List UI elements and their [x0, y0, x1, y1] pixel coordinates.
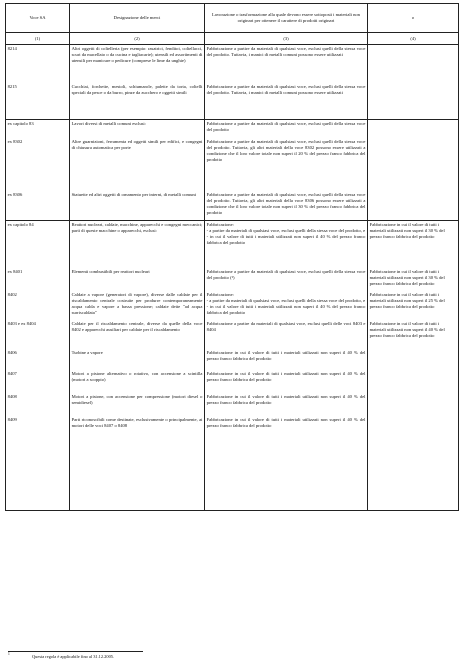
voce-8409: 8409: [7, 416, 17, 422]
lav-text: Fabbricazione a partire da materiali di qualsiasi voce, esclusi quelli della stessa voce del prodotto. Tuttavia, gli altri materiali della voce 8306 possono essere utilizzati a condizione che il loro valore totale non superi il 30 % del prezzo franco fabbrica del prodotto: [206, 191, 366, 215]
desc-text: Reattori nucleari, caldaie, macchine, apparecchi e congegni meccanici; parti di queste macchine o apparecchi, esclusi:: [71, 221, 203, 233]
header-designazione: Designazione delle merci: [70, 4, 205, 33]
footnote-mark: 1: [8, 652, 10, 656]
voce-8214: 8214: [7, 45, 17, 51]
desc-text: Lavori diversi di metalli comuni esclusi:: [71, 120, 146, 126]
lav-cell: [205, 120, 368, 221]
colnum-1: (1): [6, 33, 70, 45]
lav-text: Fabbricazione a partire da materiali di qualsiasi voce, esclusi quelli della stessa voce del prodotto. Tuttavia, i manici di metalli comuni possono essere utilizzati: [206, 45, 366, 57]
header-voce: Voce SA: [6, 4, 70, 33]
alt-cell: [368, 221, 459, 511]
desc-text: Parti riconoscibili come destinate, esclusivamente o principalmente, ai motori delle voci 8407 o 8408: [71, 416, 203, 428]
alt-text: Fabbricazione in cui il valore di tutti i materiali utilizzati non superi il 25 % del prezzo franco fabbrica del prodotto: [369, 291, 445, 309]
lav-text: Fabbricazione a partire da materiali di qualsiasi voce, esclusi quelli delle voci 8403 e 8404: [206, 320, 366, 332]
lav-text: Fabbricazione in cui il valore di tutti i materiali utilizzati non superi il 40 % del prezzo franco fabbrica del prodotto: [206, 370, 366, 382]
lav-text: Fabbricazione: - a partire da materiali di qualsiasi voce, esclusi quelli della stessa voce del prodotto, e - in cui il valore di tutti i materiali utilizzati non superi il 40 % del prezzo franco fabbrica del prodotto: [206, 221, 366, 245]
lav-text: Fabbricazione a partire da materiali di qualsiasi voce, esclusi quelli della stessa voce del prodotto (¹): [206, 268, 366, 280]
lav-cell: [205, 221, 368, 511]
desc-cell: [70, 221, 205, 511]
lav-text: Fabbricazione in cui il valore di tutti i materiali utilizzati non superi il 40 % del prezzo franco fabbrica del prodotto: [206, 349, 366, 361]
table-row: [6, 45, 459, 120]
voce-8403-ex-8404: 8403 e ex 8404: [7, 320, 36, 326]
alt-text: Fabbricazione in cui il valore di tutti i materiali utilizzati non superi il 40 % del prezzo franco fabbrica del prodotto: [369, 320, 445, 338]
desc-text: Elementi combustibili per reattori nucleari: [71, 268, 150, 274]
voce-ex-8302: ex 8302: [7, 138, 23, 144]
voce-cell: [6, 221, 70, 511]
column-number-row: [6, 33, 459, 45]
voce-8215: 8215: [7, 83, 17, 89]
voce-ex-8306: ex 8306: [7, 191, 23, 197]
header-o: o: [368, 4, 459, 33]
desc-text: Altre guarnizioni, ferramenta ed oggetti simili per edifici, e congegni di chiusura automatica per porte: [71, 138, 203, 150]
lav-text: Fabbricazione a partire da materiali di qualsiasi voce, esclusi quelli della stessa voce del prodotto. Tuttavia, gli altri materiali della voce 8302 possono essere utilizzati a condizione che il loro valore totale non superi il 20 % del prezzo franco fabbrica del prodotto: [206, 138, 366, 162]
desc-cell: [70, 120, 205, 221]
colnum-3: (3): [205, 33, 368, 45]
voce-8407: 8407: [7, 370, 17, 376]
voce-8408: 8408: [7, 393, 17, 399]
desc-text: Cucchiai, forchette, mestoli, schiumarole, palette da torta, coltelli speciali da pesce o da burro, pinze da zucchero e oggetti simili: [71, 83, 203, 95]
desc-text: Altri oggetti di coltelleria (per esempio: rasatrici, fenditoi, coltellacci, scuri da macellaio o da cucina e tagliacarte); utensili ed assortimenti di utensili per manicure o pedicure (comprese le lime da unghie): [71, 45, 203, 63]
desc-text: Caldaie per il riscaldamento centrale, diverse da quelle della voce 8402 e apparecchi ausiliari per caldaie per il riscaldamento: [71, 320, 203, 332]
colnum-4: (4): [368, 33, 459, 45]
desc-text: Statuette ed altri oggetti di ornamento per interni, di metalli comuni: [71, 191, 196, 197]
voce-8406: 8406: [7, 349, 17, 355]
lav-text: Fabbricazione: - a partire da materiali di qualsiasi voce, esclusi quelli della stessa voce del prodotto, e - in cui il valore di tutti i materiali utilizzati non superi il 40 % del prezzo franco fabbrica del prodotto: [206, 291, 366, 315]
lav-text: Fabbricazione a partire da materiali di qualsiasi voce, esclusi quelli della stessa voce del prodotto. Tuttavia, i manici di metalli comuni possono essere utilizzati: [206, 83, 366, 95]
voce-8402: 8402: [7, 291, 17, 297]
colnum-2: (2): [70, 33, 205, 45]
desc-cell: [70, 45, 205, 120]
footnote-text: Questa regola è applicabile fino al 31.12.2005.: [32, 654, 115, 659]
voce-cell: [6, 45, 70, 120]
alt-text: Fabbricazione in cui il valore di tutti i materiali utilizzati non superi il 30 % del prezzo franco fabbrica del prodotto: [369, 268, 445, 286]
voce-ex-8401: ex 8401: [7, 268, 23, 274]
alt-cell: [368, 120, 459, 221]
table-row: [6, 120, 459, 221]
voce-ex-cap-84: ex capitolo 84: [7, 221, 34, 227]
table-row: [6, 221, 459, 511]
lav-text: Fabbricazione in cui il valore di tutti i materiali utilizzati non superi il 40 % del prezzo franco fabbrica del prodotto: [206, 393, 366, 405]
header-row: [6, 4, 459, 33]
desc-text: Motori a pistone, con accensione per compressione (motori diesel o semidiesel): [71, 393, 203, 405]
header-lavorazione: Lavorazione o trasformazione alla quale devono essere sottoposti i materiali non originari per ottenere il carattere di prodotti originari: [205, 4, 368, 33]
lav-text: Fabbricazione in cui il valore di tutti i materiali utilizzati non superi il 40 % del prezzo franco fabbrica del prodotto: [206, 416, 366, 428]
alt-cell: [368, 45, 459, 120]
desc-text: Turbine a vapore: [71, 349, 103, 355]
voce-ex-cap-83: ex capitolo 83: [7, 120, 34, 126]
desc-text: Motori a pistone alternativo o rotativo, con accensione a scintilla (motori a scoppio): [71, 370, 203, 382]
voce-cell: [6, 120, 70, 221]
alt-text: Fabbricazione in cui il valore di tutti i materiali utilizzati non superi il 30 % del prezzo franco fabbrica del prodotto: [369, 221, 445, 239]
desc-text: Caldaie a vapore (generatori di vapore), diverse dalle caldaie per il riscaldamento centrale costruite per produrre contemporaneamente acqua calda e vapore a bassa pressione; caldaie dette "ad acqua surriscaldata": [71, 291, 203, 315]
lav-cell: [205, 45, 368, 120]
footnote-divider: [8, 651, 143, 652]
rules-table: [5, 3, 459, 511]
lav-text: Fabbricazione a partire da materiali di qualsiasi voce, esclusi quelli della stessa voce del prodotto: [206, 120, 366, 132]
